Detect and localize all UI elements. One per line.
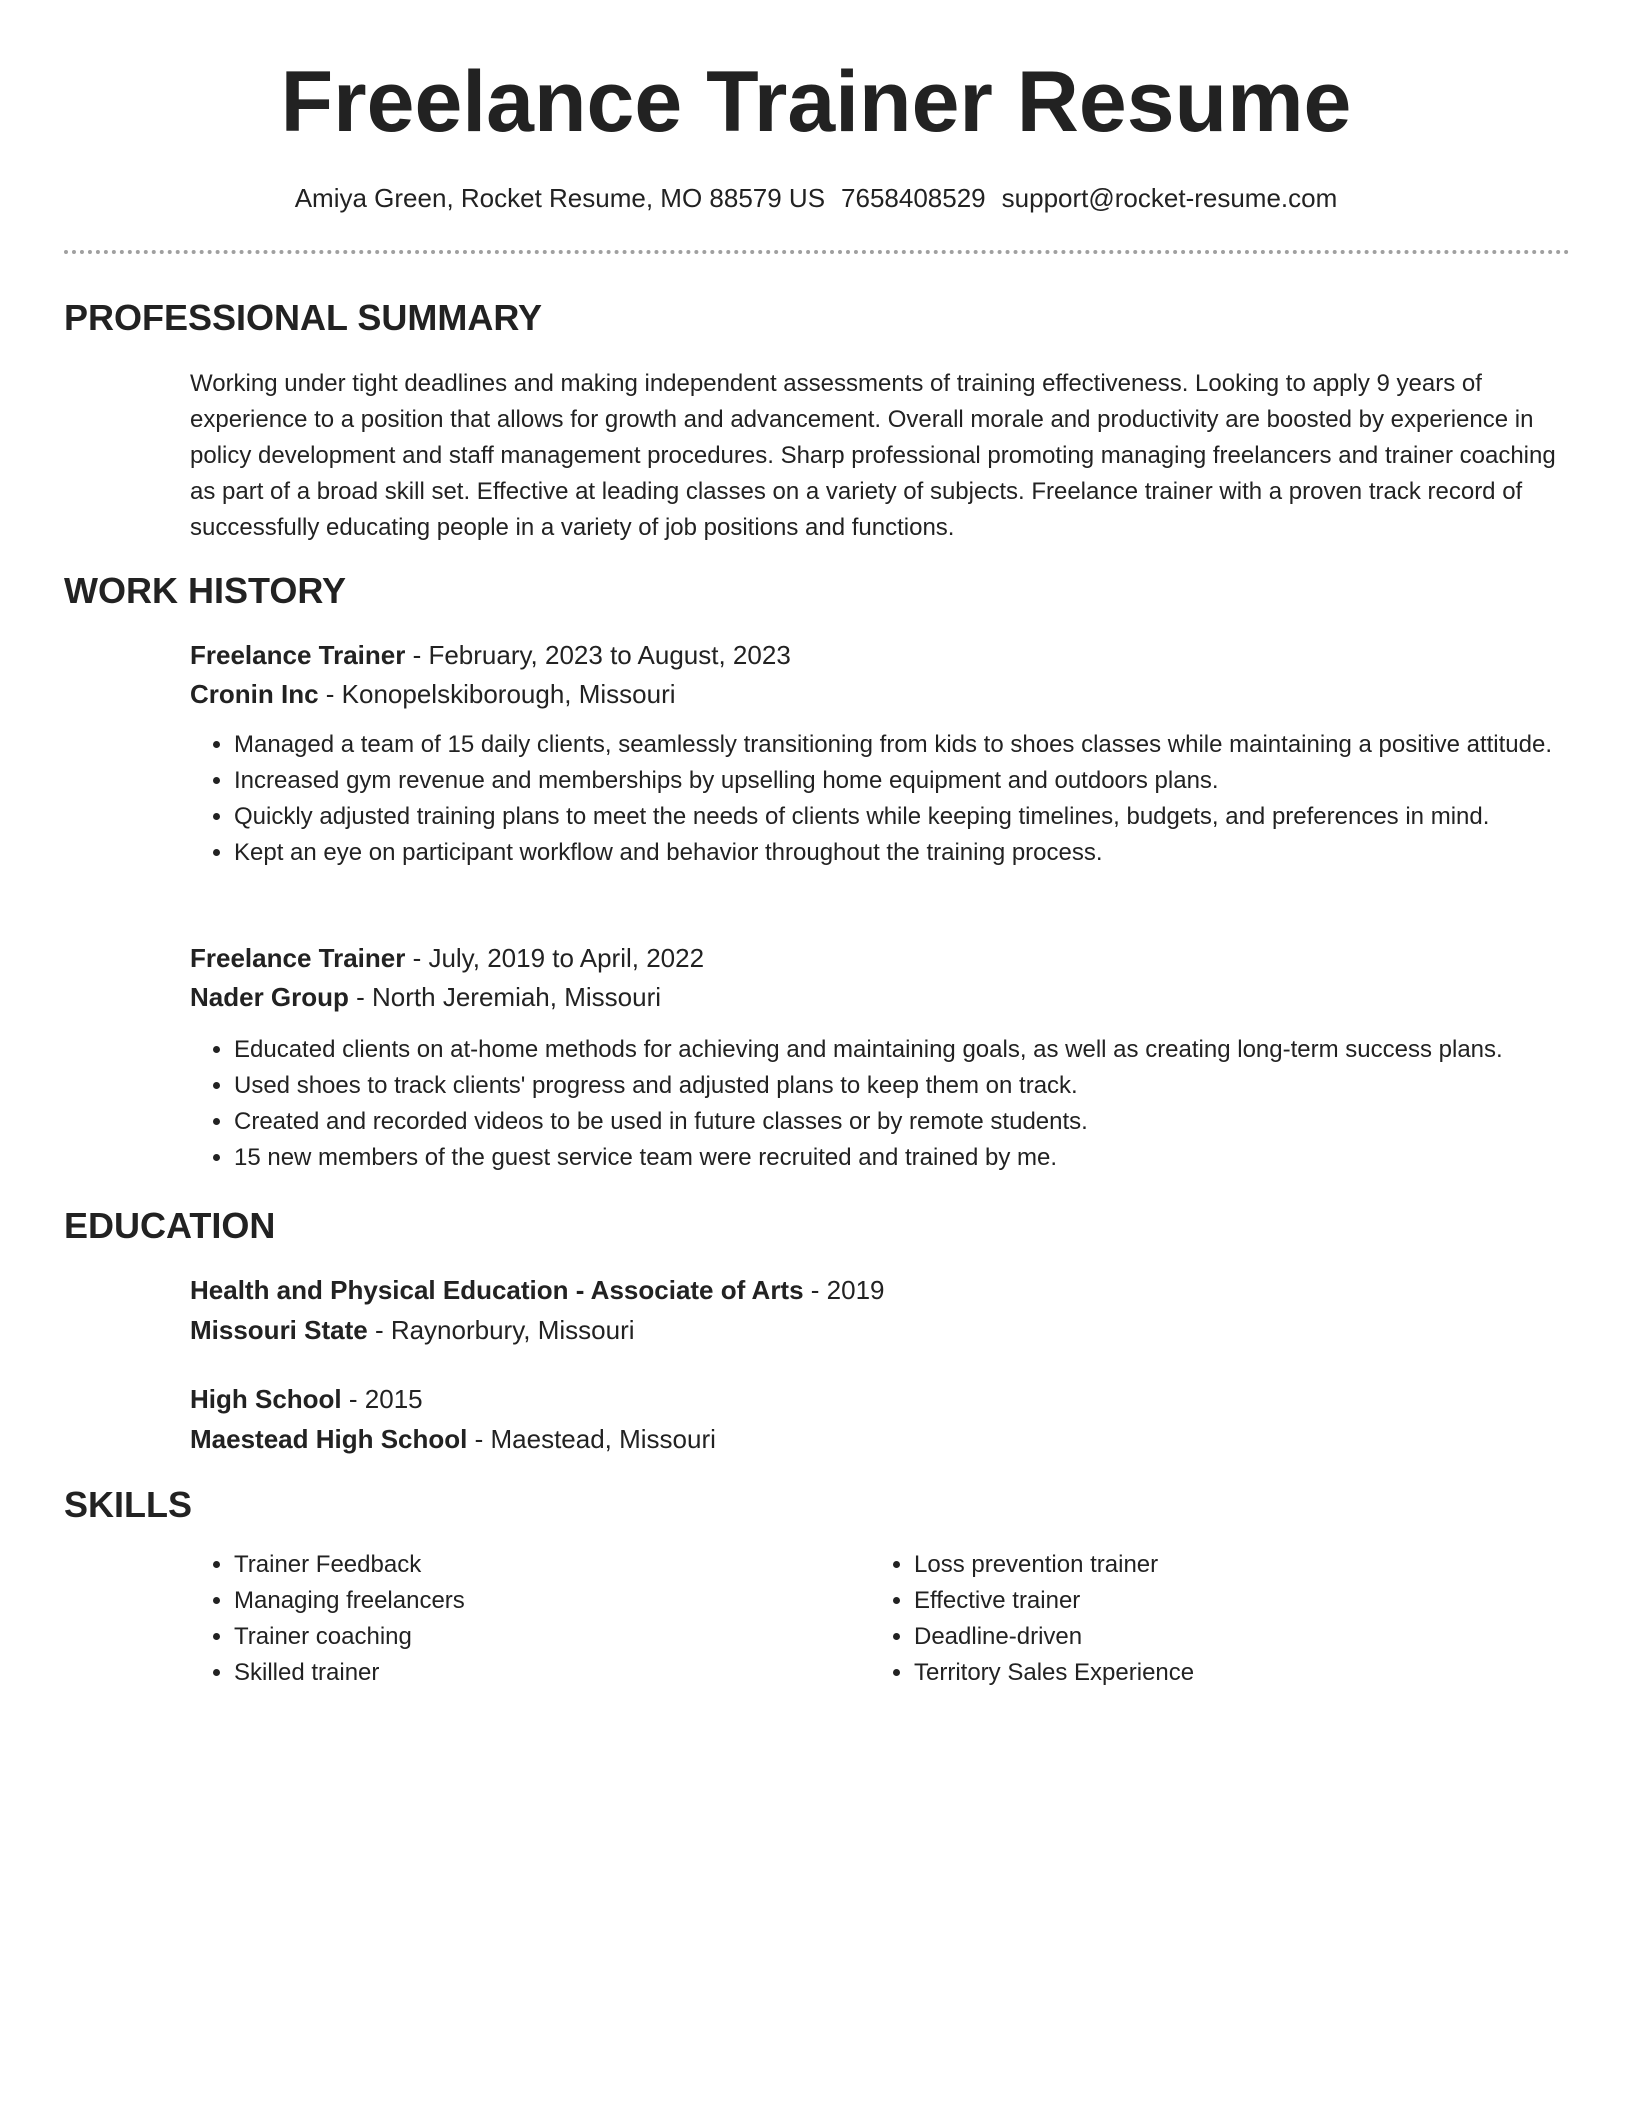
- summary-text: Working under tight deadlines and making independent assessments of training effectiveness. Looking to apply 9 years of experience to a position that allows for growth and advancement. Overall morale and productivity are boosted by experience in policy development and staff management procedures. Sharp professional promoting managing freelancers and trainer coaching as part of a broad skill set. Effective at leading classes on a variety of subjects. Freelance trainer with a proven track record of successfully educating people in a variety of job positions and functions.: [190, 370, 1556, 541]
- job-title-line: [190, 637, 791, 673]
- education-degree-line: [190, 1272, 885, 1308]
- job-bullet: • Managed a team of 15 daily clients, seamlessly transitioning from kids to shoes classes while maintaining a positive attitude.: [234, 727, 1614, 763]
- skills-heading: SKILLS: [64, 1484, 193, 1525]
- education-degree: High School: [190, 1384, 342, 1414]
- contact-line: [0, 180, 1632, 216]
- job-title: Freelance Trainer: [190, 640, 406, 670]
- skills-list-right: [870, 1547, 1604, 1691]
- education-school: Maestead High School: [190, 1424, 468, 1454]
- education-school-line: [190, 1312, 635, 1348]
- job-bullet-list: [190, 727, 1614, 871]
- education-heading: EDUCATION: [64, 1205, 276, 1246]
- skill-item: • Deadline-driven: [914, 1619, 1604, 1655]
- job-location: - Konopelskiborough, Missouri: [318, 679, 676, 709]
- contact-phone: 7658408529: [841, 183, 986, 213]
- job-title: Freelance Trainer: [190, 943, 406, 973]
- job-bullet: • Quickly adjusted training plans to meet the needs of clients while keeping timelines, budgets, and preferences in mind.: [234, 799, 1614, 835]
- contact-address: Amiya Green, Rocket Resume, MO 88579 US: [294, 183, 826, 213]
- work-history-heading: WORK HISTORY: [64, 570, 347, 611]
- job-bullet: • Increased gym revenue and memberships by upselling home equipment and outdoors plans.: [234, 763, 1614, 799]
- job-bullet-list: [190, 1032, 1614, 1176]
- job-company-line: [190, 676, 676, 712]
- job-bullet: • Kept an eye on participant workflow and behavior throughout the training process.: [234, 835, 1614, 871]
- education-location: - Maestead, Missouri: [467, 1424, 716, 1454]
- job-company: Cronin Inc: [190, 679, 319, 709]
- job-bullet: • 15 new members of the guest service team were recruited and trained by me.: [234, 1140, 1614, 1176]
- education-school: Missouri State: [190, 1315, 368, 1345]
- skill-item: • Trainer coaching: [234, 1619, 854, 1655]
- summary-heading: PROFESSIONAL SUMMARY: [64, 297, 543, 338]
- job-bullet: • Created and recorded videos to be used in future classes or by remote students.: [234, 1104, 1614, 1140]
- job-title-line: [190, 940, 704, 976]
- education-degree-line: [190, 1381, 423, 1417]
- skill-item: • Loss prevention trainer: [914, 1547, 1604, 1583]
- skill-item: • Trainer Feedback: [234, 1547, 854, 1583]
- skill-item: • Territory Sales Experience: [914, 1655, 1604, 1691]
- education-year: - 2019: [803, 1275, 885, 1305]
- education-degree: Health and Physical Education - Associate of Arts: [190, 1275, 804, 1305]
- job-bullet: • Used shoes to track clients' progress and adjusted plans to keep them on track.: [234, 1068, 1614, 1104]
- job-dates: - February, 2023 to August, 2023: [405, 640, 791, 670]
- job-company: Nader Group: [190, 982, 349, 1012]
- job-company-line: [190, 979, 661, 1015]
- job-location: - North Jeremiah, Missouri: [348, 982, 661, 1012]
- skills-list-left: [190, 1547, 854, 1691]
- header-divider: [64, 250, 1570, 254]
- education-year: - 2015: [341, 1384, 423, 1414]
- education-location: - Raynorbury, Missouri: [367, 1315, 635, 1345]
- skill-item: • Managing freelancers: [234, 1583, 854, 1619]
- education-school-line: [190, 1421, 716, 1457]
- skill-item: • Effective trainer: [914, 1583, 1604, 1619]
- job-dates: - July, 2019 to April, 2022: [405, 943, 705, 973]
- job-bullet: • Educated clients on at-home methods for achieving and maintaining goals, as well as creating long-term success plans.: [234, 1032, 1614, 1068]
- skill-item: • Skilled trainer: [234, 1655, 854, 1691]
- contact-email: support@rocket-resume.com: [1001, 183, 1338, 213]
- resume-title: Freelance Trainer Resume: [280, 54, 1352, 150]
